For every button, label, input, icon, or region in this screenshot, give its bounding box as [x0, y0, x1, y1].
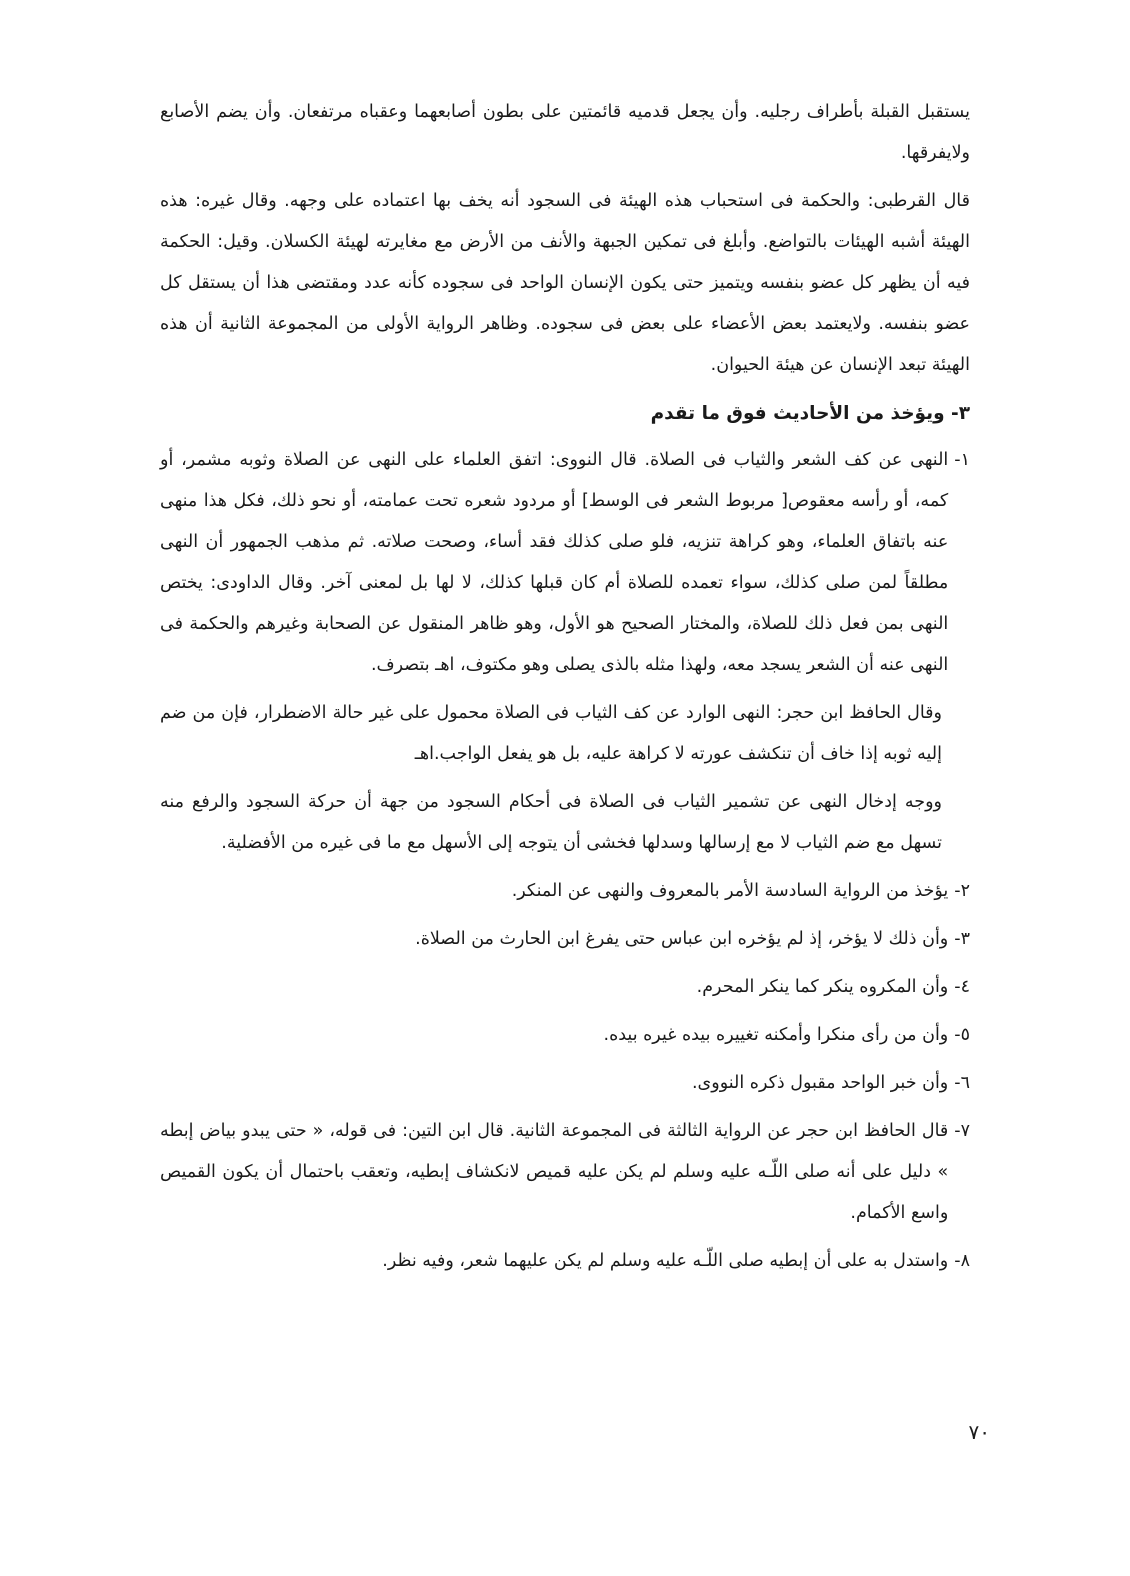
list-item-2 [160, 871, 970, 912]
list-item-text: وأن خبر الواحد مقبول ذكره النووى. [691, 1073, 949, 1093]
list-item-5 [160, 1015, 970, 1056]
list-item-number: ٥- [954, 1025, 970, 1045]
section-heading: ٣- ويؤخذ من الأحاديث فوق ما تقدم [650, 403, 970, 424]
list-item-8 [160, 1241, 970, 1282]
page-body [160, 92, 970, 1289]
list-item-number: ٨- [954, 1251, 970, 1271]
list-item-text: وأن من رأى منكرا وأمكنه تغييره بيده غيره بيده. [603, 1025, 949, 1045]
list-item-6 [160, 1063, 970, 1104]
page-number: ٧٠ [968, 1420, 990, 1444]
list-item-4 [160, 967, 970, 1008]
list-item-number: ٤- [954, 977, 970, 997]
list-item-number: ٣- [954, 929, 970, 949]
list-item-3 [160, 919, 970, 960]
list-item-text: يؤخذ من الرواية السادسة الأمر بالمعروف والنهى عن المنكر. [511, 881, 949, 901]
list-item-1-continuation-a: وقال الحافظ ابن حجر: النهى الوارد عن كف الثياب فى الصلاة محمول على غير حالة الاضطرار، فإن من ضم إليه ثوبه إذا خاف أن تنكشف عورته لا كراهة عليه، بل هو يفعل الواجب.اهـ [160, 703, 942, 764]
list-item-number: ١- [954, 450, 970, 470]
list-item-number: ٧- [954, 1121, 970, 1141]
list-item-7 [160, 1111, 970, 1234]
list-item-number: ٢- [954, 881, 970, 901]
list-item-text: قال الحافظ ابن حجر عن الرواية الثالثة فى المجموعة الثانية. قال ابن التين: فى قوله، « حتى يبدو بياض إبطه » دليل على أنه صلى اللّـه عليه وسلم لم يكن عليه قميص لانكشاف إبطيه، وتعقب باحتمال أن يكون القميص واسع الأكمام. [160, 1121, 949, 1223]
list-item-number: ٦- [954, 1073, 970, 1093]
list-item-1-continuation-b: ووجه إدخال النهى عن تشمير الثياب فى الصلاة فى أحكام السجود من جهة أن حركة السجود والرفع منه تسهل مع ضم الثياب لا مع إرسالها وسدلها فخشى أن يتوجه إلى الأسهل مع ما فى غيره من الأفضلية. [160, 792, 942, 853]
paragraph-1: يستقبل القبلة بأطراف رجليه. وأن يجعل قدميه قائمتين على بطون أصابعهما وعقباه مرتفعان. وأن يضم الأصابع ولايفرقها. [160, 102, 970, 163]
paragraph-2: قال القرطبى: والحكمة فى استحباب هذه الهيئة فى السجود أنه يخف بها اعتماده على وجهه. وقال غيره: هذه الهيئة أشبه الهيئات بالتواضع. وأبلغ فى تمكين الجبهة والأنف من الأرض مع مغايرته لهيئة الكسلان. وقيل: الحكمة فيه أن يظهر كل عضو بنفسه ويتميز حتى يكون الإنسان الواحد فى سجوده كأنه عدد ومقتضى هذا أن يستقل كل عضو بنفسه. ولايعتمد بعض الأعضاء على بعض فى سجوده. وظاهر الرواية الأولى من المجموعة الثانية أن هذه الهيئة تبعد الإنسان عن هيئة الحيوان. [160, 191, 970, 375]
list-item-text: وأن المكروه ينكر كما ينكر المحرم. [696, 977, 949, 997]
list-item-text: وأن ذلك لا يؤخر، إذ لم يؤخره ابن عباس حتى يفرغ ابن الحارث من الصلاة. [415, 929, 949, 949]
list-item-text: واستدل به على أن إبطيه صلى اللّـه عليه وسلم لم يكن عليهما شعر، وفيه نظر. [382, 1251, 949, 1271]
list-item-1 [160, 440, 970, 686]
list-item-text: النهى عن كف الشعر والثياب فى الصلاة. قال النووى: اتفق العلماء على النهى عن الصلاة وثوبه مشمر، أو كمه، أو رأسه معقوص[ مربوط الشعر فى الوسط] أو مردود شعره تحت عمامته، أو نحو ذلك، فكل هذا منهى عنه باتفاق العلماء، وهو كراهة تنزيه، فلو صلى كذلك فقد أساء، وصحت صلاته. ثم مذهب الجمهور أن النهى مطلقاً لمن صلى كذلك، سواء تعمده للصلاة أم كان قبلها كذلك، لا لها بل لمعنى آخر. وقال الداودى: يختص النهى بمن فعل ذلك للصلاة، والمختار الصحيح هو الأول، وهو ظاهر المنقول عن الصحابة وغيرهم والحكمة فى النهى عنه أن الشعر يسجد معه، ولهذا مثله بالذى يصلى وهو مكتوف، اهـ بتصرف. [160, 450, 949, 675]
